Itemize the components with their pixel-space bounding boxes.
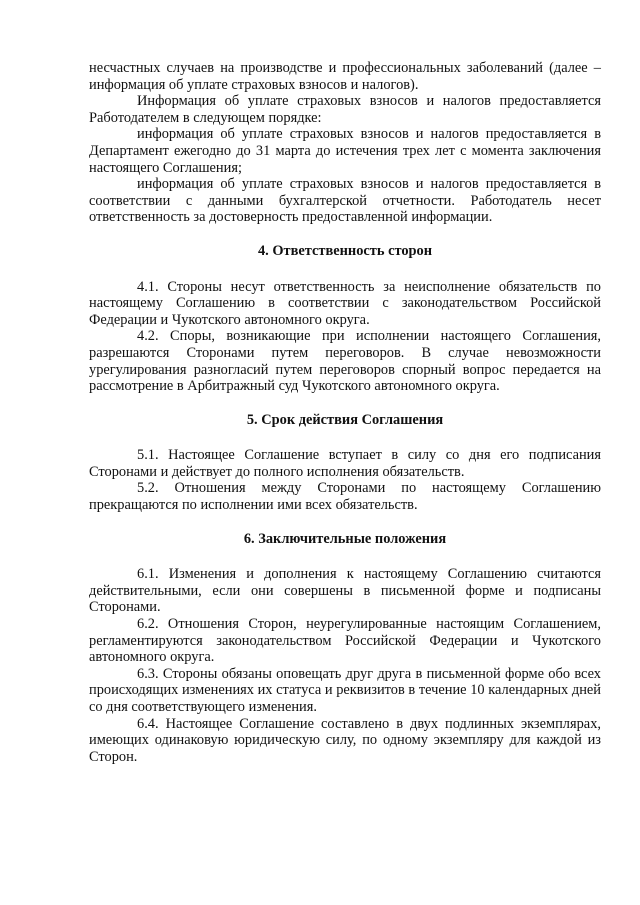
intro-paragraph-4: информация об уплате страховых взносов и налогов предоставляется в соответствии с данными бухгалтерской отчетности. Работодатель несет ответственность за достоверность предоставленной информации. — [89, 176, 601, 226]
clause-4-2: 4.2. Споры, возникающие при исполнении настоящего Соглашения, разрешаются Сторонами путем переговоров. В случае невозможности урегулирования разногласий путем переговоров спорный вопрос передается на рассмотрение в Арбитражный суд Чукотского автономного округа. — [89, 328, 601, 395]
intro-paragraph-1: несчастных случаев на производстве и профессиональных заболеваний (далее – информация об уплате страховых взносов и налогов). — [89, 60, 601, 93]
clause-5-2: 5.2. Отношения между Сторонами по настоящему Соглашению прекращаются по исполнении ими всех обязательств. — [89, 480, 601, 514]
section-5-heading: 5. Срок действия Соглашения — [246, 411, 444, 428]
section-6-heading: 6. Заключительные положения — [243, 530, 447, 547]
intro-paragraph-3: информация об уплате страховых взносов и налогов предоставляется в Департамент ежегодно до 31 марта до истечения трех лет с момента заключения настоящего Соглашения; — [89, 126, 601, 176]
section-4-heading: 4. Ответственность сторон — [257, 242, 433, 259]
clause-6-2: 6.2. Отношения Сторон, неурегулированные настоящим Соглашением, регламентируются законодательством Российской Федерации и Чукотского автономного округа. — [89, 616, 601, 666]
clause-5-1: 5.1. Настоящее Соглашение вступает в силу со дня его подписания Сторонами и действует до полного исполнения обязательств. — [89, 447, 601, 480]
clause-6-1: 6.1. Изменения и дополнения к настоящему Соглашению считаются действительными, если они совершены в письменной форме и подписаны Сторонами. — [89, 566, 601, 616]
clause-6-3: 6.3. Стороны обязаны оповещать друг друга в письменной форме обо всех происходящих изменениях их статуса и реквизитов в течение 10 календарных дней со дня соответствующего изменения. — [89, 665, 601, 715]
intro-paragraph-2: Информация об уплате страховых взносов и налогов предоставляется Работодателем в следующем порядке: — [89, 93, 601, 126]
clause-4-1: 4.1. Стороны несут ответственность за неисполнение обязательств по настоящему Соглашению в соответствии с законодательством Российской Федерации и Чукотского автономного округа. — [89, 278, 601, 328]
document-body — [89, 60, 601, 765]
clause-6-4: 6.4. Настоящее Соглашение составлено в двух подлинных экземплярах, имеющих одинаковую юридическую силу, по одному экземпляру для каждой из Сторон. — [89, 715, 601, 765]
